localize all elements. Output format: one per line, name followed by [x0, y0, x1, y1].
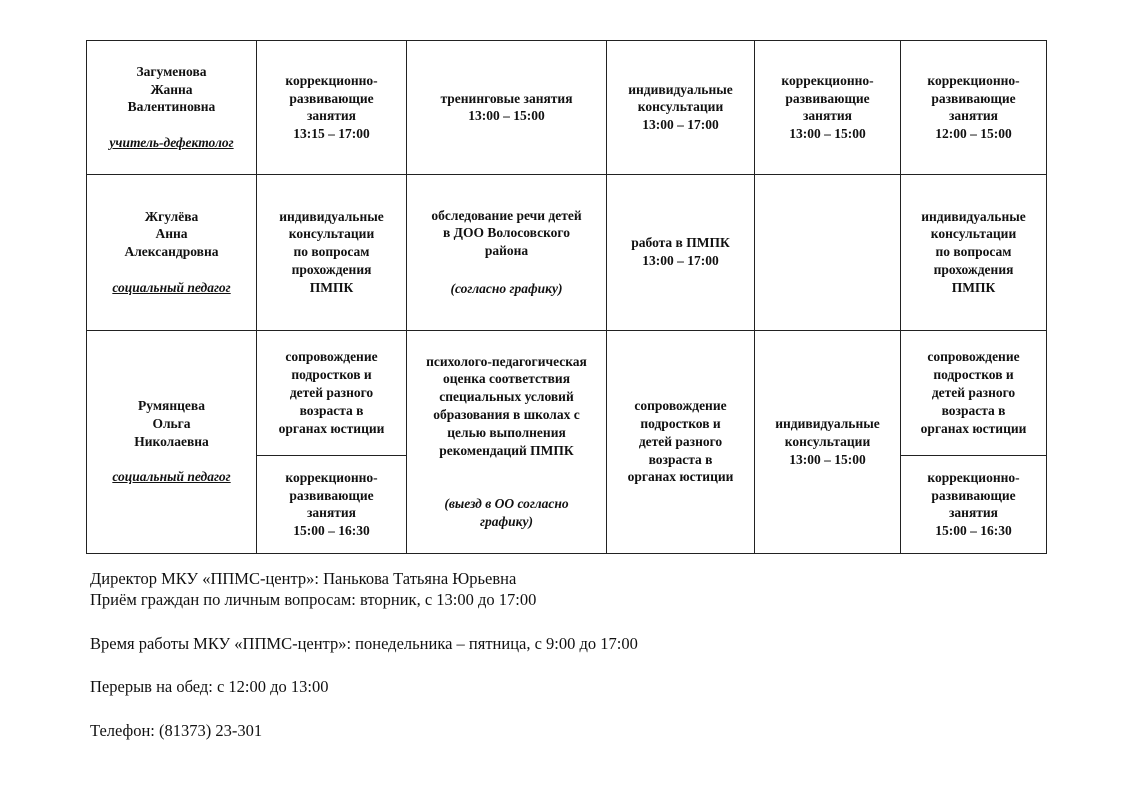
cell-text: коррекционно- развивающие занятия 13:15 – 17:00: [285, 72, 378, 142]
schedule-cell: [901, 174, 1047, 330]
schedule-table: [86, 40, 1047, 554]
staff-name-cell: [87, 174, 257, 330]
schedule-cell: [901, 41, 1047, 175]
cell-text: коррекционно- развивающие занятия 15:00 – 16:30: [927, 469, 1020, 539]
schedule-cell: [607, 174, 755, 330]
schedule-cell-top: [901, 330, 1047, 456]
cell-note: (выезд в ОО согласно графику): [444, 496, 569, 529]
staff-name: Загуменова Жанна Валентиновна: [127, 63, 216, 115]
cell-text: психолого-педагогическая оценка соответствия специальных условий образования в школах с целью выполнения рекомендаций ПМПК: [426, 353, 587, 458]
cell-text: коррекционно- развивающие занятия 13:00 – 15:00: [781, 72, 874, 142]
staff-name: Жгулёва Анна Александровна: [124, 208, 219, 260]
schedule-cell-empty: [755, 174, 901, 330]
director-line: Директор МКУ «ППМС-центр»: Панькова Татьяна Юрьевна: [90, 569, 517, 588]
lunch-line: Перерыв на обед: с 12:00 до 13:00: [90, 677, 329, 697]
staff-role: учитель-дефектолог: [109, 135, 234, 151]
staff-row: [87, 174, 1047, 330]
staff-name-cell: [87, 330, 257, 553]
cell-text: работа в ПМПК 13:00 – 17:00: [631, 235, 730, 269]
phone-line: Телефон: (81373) 23-301: [90, 720, 263, 740]
footer-info: [90, 568, 638, 741]
cell-text: индивидуальные консультации по вопросам прохождения ПМПК: [921, 208, 1026, 295]
schedule-cell-top: [257, 330, 407, 456]
staff-name-cell: [87, 41, 257, 175]
schedule-cell-bottom: [257, 456, 407, 553]
cell-text: коррекционно- развивающие занятия 15:00 – 16:30: [285, 469, 378, 539]
schedule-cell: [755, 330, 901, 553]
schedule-cell: [755, 41, 901, 175]
staff-row: [87, 41, 1047, 175]
cell-text: обследование речи детей в ДОО Волосовского района: [431, 207, 582, 259]
cell-text: тренинговые занятия 13:00 – 15:00: [440, 90, 573, 124]
schedule-cell: [257, 41, 407, 175]
staff-role: социальный педагог: [112, 469, 231, 485]
cell-text: индивидуальные консультации 13:00 – 15:00: [775, 415, 880, 467]
schedule-cell-bottom: [901, 456, 1047, 553]
cell-text: индивидуальные консультации 13:00 – 17:00: [628, 81, 733, 133]
work-hours-line: Время работы МКУ «ППМС-центр»: понедельника – пятница, с 9:00 до 17:00: [90, 633, 638, 653]
schedule-cell: [407, 174, 607, 330]
schedule-cell: [257, 174, 407, 330]
staff-name: Румянцева Ольга Николаевна: [134, 398, 209, 449]
cell-text: коррекционно- развивающие занятия 12:00 – 15:00: [927, 72, 1020, 142]
cell-text: индивидуальные консультации по вопросам прохождения ПМПК: [279, 208, 384, 295]
staff-role: социальный педагог: [112, 279, 231, 295]
schedule-cell: [607, 41, 755, 175]
schedule-cell: [407, 41, 607, 175]
cell-text: сопровождение подростков и детей разного возраста в органах юстиции: [920, 349, 1027, 436]
schedule-table-wrap: [86, 40, 1047, 554]
schedule-cell: [607, 330, 755, 553]
schedule-cell: [407, 330, 607, 553]
reception-line: Приём граждан по личным вопросам: вторник, с 13:00 до 17:00: [90, 590, 537, 610]
cell-text: сопровождение подростков и детей разного возраста в органах юстиции: [278, 349, 385, 436]
cell-note: (согласно графику): [450, 280, 563, 296]
staff-row: [87, 330, 1047, 456]
cell-text: сопровождение подростков и детей разного возраста в органах юстиции: [627, 398, 734, 485]
